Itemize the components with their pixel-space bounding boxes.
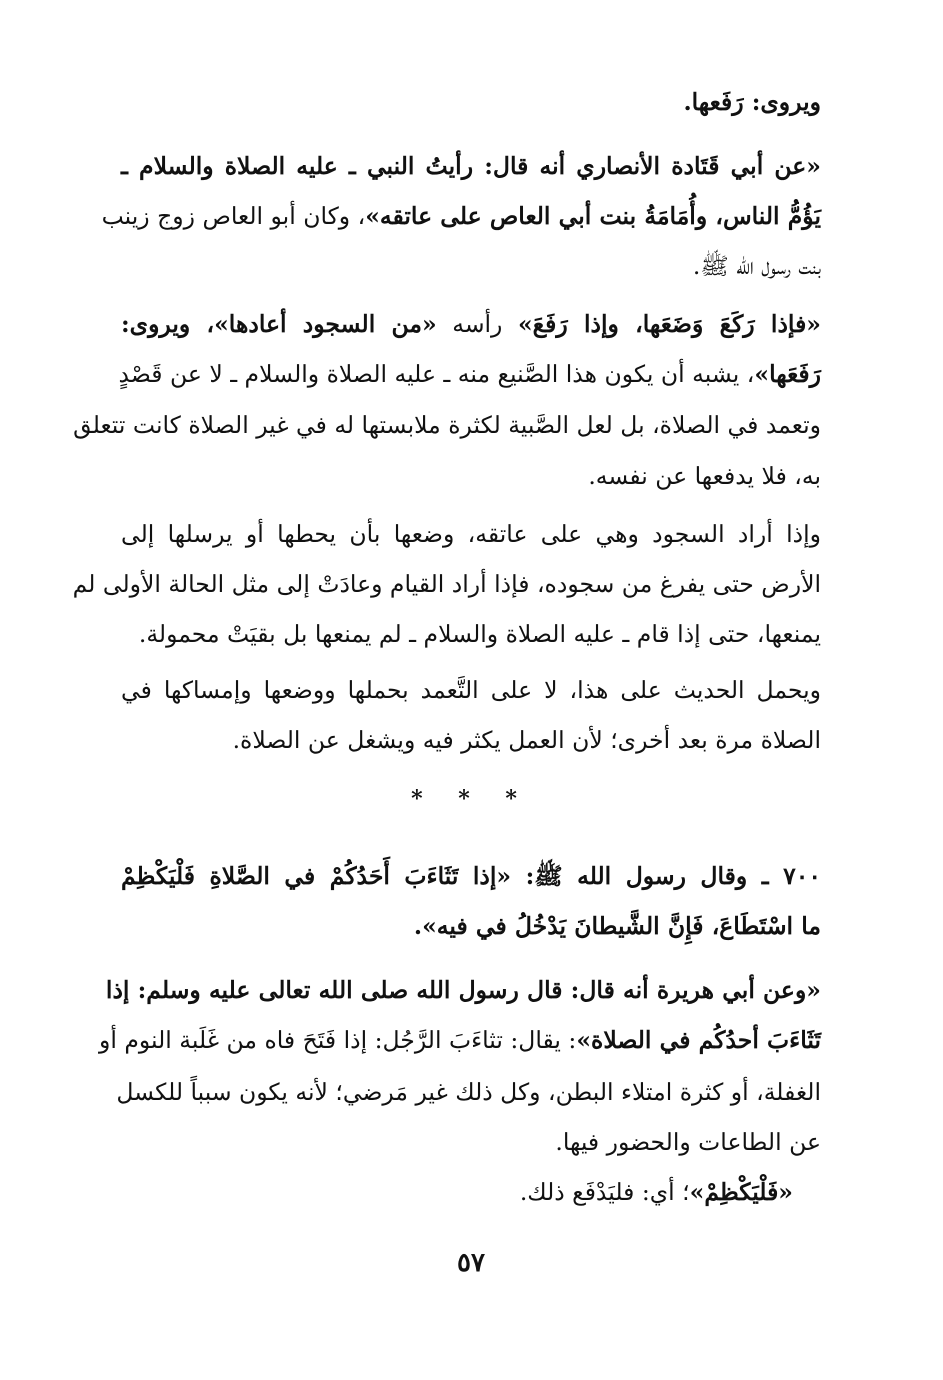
text-run: وإذا أراد السجود وهي على عاتقه، وضعها بأن يحطها أو يرسلها إلى bbox=[121, 520, 821, 548]
text-run: رأسه bbox=[436, 310, 518, 338]
text-line bbox=[121, 146, 821, 186]
text-run: الغفلة، أو كثرة امتلاء البطن، وكل ذلك غير مَرضي؛ لأنه يكون سبباً للكسل bbox=[116, 1078, 821, 1106]
text-line bbox=[121, 906, 821, 946]
text-line bbox=[73, 405, 821, 445]
text-line bbox=[101, 196, 821, 236]
bold-text-run: «فإذا رَكَعَ وَضَعَها، وإذا رَفَعَ» bbox=[517, 310, 821, 338]
bold-text-run: «وعن أبي هريرة أنه قال: قال رسول الله صلى الله تعالى عليه وسلم: إذا bbox=[105, 976, 821, 1004]
bold-text-run: «فَلْيَكْظِمْ» bbox=[689, 1178, 793, 1206]
page-number: ٥٧ bbox=[457, 1248, 485, 1278]
text-run: به، فلا يدفعها عن نفسه. bbox=[588, 462, 821, 490]
text-run: ، وكان أبو العاص زوج زينب bbox=[101, 202, 366, 230]
text-line bbox=[121, 82, 821, 122]
text-run: ؛ أي: فليَدْفَع ذلك. bbox=[519, 1178, 690, 1206]
text-line bbox=[118, 354, 821, 394]
text-line bbox=[72, 564, 821, 604]
text-run: ويحمل الحديث على هذا، لا على التَّعمد بحملها ووضعها وإمساكها في bbox=[121, 676, 821, 704]
text-line bbox=[121, 614, 821, 654]
text-line bbox=[116, 1072, 821, 1112]
text-run: الأرض حتى يفرغ من سجوده، فإذا أراد القيام وعادَتْ إلى مثل الحالة الأولى لم bbox=[72, 570, 821, 598]
bold-text-run: «عن أبي قَتَادة الأنصاري أنه قال: رأيتُ النبي ـ عليه الصلاة والسلام ـ bbox=[121, 152, 821, 180]
bold-text-run: تَثَاءَبَ أحدُكُم في الصلاة» bbox=[576, 1026, 821, 1054]
text-run: يمنعها، حتى إذا قام ـ عليه الصلاة والسلام ـ لم يمنعها بل بقيَتْ محمولة. bbox=[138, 620, 821, 648]
text-line bbox=[121, 456, 821, 496]
text-line bbox=[121, 670, 821, 710]
text-line bbox=[121, 856, 821, 896]
text-run: بنت رسول الله ﷺ. bbox=[692, 252, 821, 280]
section-separator: * * * bbox=[411, 786, 531, 812]
text-run: ، يشبه أن يكون هذا الصَّنيع منه ـ عليه الصلاة والسلام ـ لا عن قَصْدٍ bbox=[118, 360, 755, 388]
text-run: : يقال: تثاءَبَ الرَّجُل: إذا فَتَحَ فاه من غَلَبة النوم أو bbox=[98, 1026, 577, 1054]
text-line bbox=[105, 970, 821, 1010]
text-run: وتعمد في الصلاة، بل لعل الصَّبية لكثرة ملابستها له في غير الصلاة كانت تتعلق bbox=[73, 411, 821, 439]
text-line bbox=[121, 246, 821, 286]
bold-text-run: «من السجود أعادها»، ويروى: bbox=[121, 310, 437, 338]
text-line bbox=[121, 1122, 821, 1162]
bold-text-run: ما اسْتَطَاعَ، فَإِنَّ الشَّيطانَ يَدْخُلُ في فيه». bbox=[413, 912, 821, 940]
text-run: الصلاة مرة بعد أخرى؛ لأن العمل يكثر فيه ويشغل عن الصلاة. bbox=[232, 726, 821, 754]
text-run: عن الطاعات والحضور فيها. bbox=[555, 1128, 821, 1156]
bold-text-run: يَؤُمُّ الناس، وأُمَامَةُ بنت أبي العاص على عاتقه» bbox=[365, 202, 821, 230]
bold-text-run: رَفَعَها» bbox=[754, 360, 821, 388]
bold-text-run: ويروى: رَفَعها. bbox=[683, 88, 821, 116]
text-line bbox=[121, 514, 821, 554]
bold-text-run: ٧٠٠ ـ وقال رسول الله ﷺ: «إذا تَثَاءَبَ أَحَدُكُمْ في الصَّلاةِ فَلْيَكْظِمْ bbox=[121, 862, 821, 890]
text-line bbox=[121, 1172, 793, 1212]
text-line bbox=[98, 1020, 821, 1060]
text-line bbox=[121, 720, 821, 760]
text-line bbox=[121, 304, 821, 344]
